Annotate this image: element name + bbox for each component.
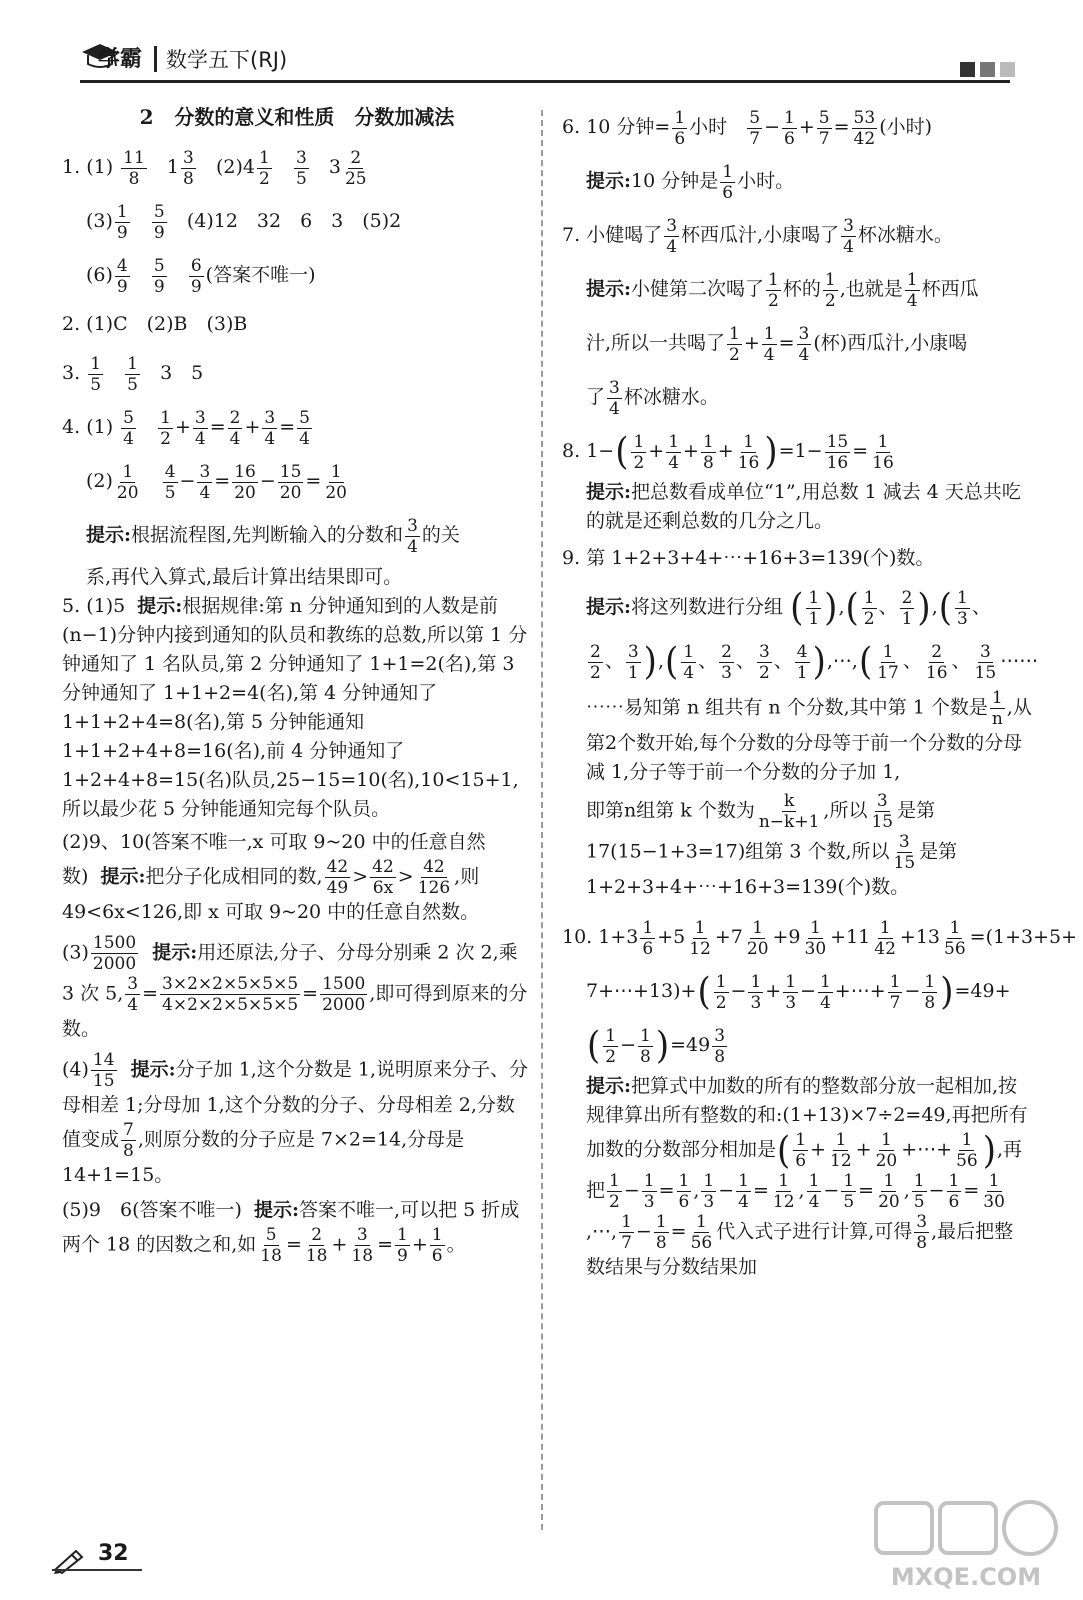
answer-q9: 9. 第 1+2+3+4+⋯+16+3=139(个)数。 提示:将这列数进行分组 ( $\frac{1}{1}$ ),( $\frac{1}{2}$ 、 $\frac{2}{1}$ ),( $\frac{1}{3}$ 、 $\frac{2}{2}$ 、 $\frac{3}{1}$ ),( $\frac{1}{4}$ 、 $\frac{2}{3}$ 、 $\frac{3}{2}$ 、 $\frac{4}{1}$ ),⋯,( $\frac{1}{17}$ 、 $\frac{2}{16}$ 、 $\frac{3}{15}$ ⋯⋯ ⋯⋯易知第 n 组共有 n 个分数,其中第 1 个数是 $\frac{1}{n}$ ,从第2个数开始,每个分数的分母等于前一个分数的分母减 1,分子等于前一个分数的分子加 1, 即第n组第 k 个数为 $\frac{k}{n-k+1}$ ,所以 $\frac{3}{15}$ 是第 17(15−1+3=17)组第 3 个数,所以 $\frac{3}{15}$ 是第 1+2+3+4+⋯+16+3=139(个)数。 — [562, 547, 1039, 898]
brand-name: 学霸 — [98, 47, 143, 72]
page-header — [0, 0, 1083, 100]
page-number: 32 — [98, 1541, 129, 1566]
svg-text:MXQE.COM: MXQE.COM — [890, 1563, 1042, 1591]
header-decoration — [960, 62, 1015, 77]
header-rule — [80, 80, 1010, 83]
book-title: 数学五下(RJ) — [166, 48, 288, 72]
left-column — [62, 100, 532, 1266]
answer-q8: 8. 1−( $\frac{1}{2}$ + $\frac{1}{4}$ + $\frac{1}{8}$ + $\frac{1}{16}$ )=1− $\frac{15}{16}$ = $\frac{1}{16}$ 提示:把总数看成单位“1”,用总数 1 减去 4 天总共吃的就是还剩总数的几分之几。 — [562, 430, 1021, 532]
answer-q5: 5. (1)5 提示:根据规律:第 n 分钟通知到的人数是前(n−1)分钟内接到通知的队员和教练的总数,所以第 1 分钟通知了 1 名队员,第 2 分钟通知了 1+1=2(名),第 3 分钟通知了 1+1+2=4(名),第 4 分钟通知了 1+1+2+4=8(名),第 5 分钟能通知 1+1+2+4+8=16(名),前 4 分钟通知了 1+2+4+8=15(名)队员,25−15=10(名),10<15+1,所以最少花 5 分钟能通知完每个队员。 (2)9、10(答案不唯一,x 可取 9~20 中的任意自然数) 提示:把分子化成相同的数, $\frac{42}{49}$ > $\frac{42}{6x}$ > $\frac{42}{126}$ ,则 49<6x<126,即 x 可取 9~20 中的任意自然数。 (3) $\frac{1500}{2000}$ 提示:用还原法,分子、分母分别乘 2 次 2,乘 3 次 5, $\frac{3}{4}$ = $\frac{3\times 2\times 2\times 5\times 5\times 5}{4\times 2\times 2\times 5\times 5\times 5}$ = $\frac{1500}{2000}$ ,即可得到原来的分数。 (4) $\frac{14}{15}$ 提示:分子加 1,这个分数是 1,说明原来分子、分母相差 1;分母加 1,这个分数的分子、分母相差 2,分数值变成 $\frac{7}{8}$ ,则原分数的分子应是 7×2=14,分母是 14+1=15。 (5)9 6(答案不唯一) 提示:答案不唯一,可以把 5 折成两个 18 的因数之和,如 $\frac{5}{18}$ = $\frac{2}{18}$ + $\frac{3}{18}$ = $\frac{1}{9}$ + $\frac{1}{6}$ 。 — [62, 595, 529, 1266]
right-column — [562, 100, 1078, 1282]
footer-rule — [52, 1569, 142, 1571]
answer-q2: 2. (1)C (2)B (3)B — [62, 313, 248, 335]
answer-q6: 6. 10 分钟= $\frac{1}{6}$ 小时 $\frac{5}{7}$ − $\frac{1}{6}$ + $\frac{5}{7}$ = $\frac{53}{42}$ (小时) 提示:10 分钟是 $\frac{1}{6}$ 小时。 — [562, 107, 933, 203]
answer-q4: 4. (1) $\frac{5}{4}$ $\frac{1}{2}$ + $\frac{3}{4}$ = $\frac{2}{4}$ + $\frac{3}{4}$ = $\frac{5}{4}$ (2) $\frac{1}{20}$ $\frac{4}{5}$ − $\frac{3}{4}$ = $\frac{16}{20}$ − $\frac{15}{20}$ = $\frac{1}{20}$ 提示:根据流程图,先判断输入的分数和 $\frac{3}{4}$ 的关 系,再代入算式,最后计算出结果即可。 — [62, 407, 460, 588]
answer-q10: 10. 1+3 $\frac{1}{6}$ +5 $\frac{1}{12}$ +7 $\frac{1}{20}$ +9 $\frac{1}{30}$ +11 $\frac{1}{42}$ +13 $\frac{1}{56}$ =(1+3+5+ 7+⋯+13)+( $\frac{1}{2}$ − $\frac{1}{3}$ + $\frac{1}{3}$ − $\frac{1}{4}$ +⋯+ $\frac{1}{7}$ − $\frac{1}{8}$ )=49+ ( $\frac{1}{2}$ − $\frac{1}{8}$ )=49 $\frac{3}{8}$ 提示:把算式中加数的所有的整数部分放一起相加,按规律算出所有整数的和:(1+13)×7÷2=49,再把所有加数的分数部分相加是( $\frac{1}{6}$ + $\frac{1}{12}$ + $\frac{1}{20}$ +⋯+ $\frac{1}{56}$ ),再把 $\frac{1}{2}$ − $\frac{1}{3}$ = $\frac{1}{6}$ , $\frac{1}{3}$ − $\frac{1}{4}$ = $\frac{1}{12}$ , $\frac{1}{4}$ − $\frac{1}{5}$ = $\frac{1}{20}$ , $\frac{1}{5}$ − $\frac{1}{6}$ = $\frac{1}{30}$ ,⋯, $\frac{1}{7}$ − $\frac{1}{8}$ = $\frac{1}{56}$ 代入式子进行计算,可得 $\frac{3}{8}$ ,最后把整数结果与分数结果加 — [562, 917, 1078, 1278]
answer-q7: 7. 小健喝了 $\frac{3}{4}$ 杯西瓜汁,小康喝了 $\frac{3}{4}$ 杯冰糖水。 提示:小健第二次喝了 $\frac{1}{2}$ 杯的 $\frac{1}{2}$ ,也就是 $\frac{1}{4}$ 杯西瓜 汁,所以一共喝了 $\frac{1}{2}$ + $\frac{1}{4}$ = $\frac{3}{4}$ (杯)西瓜汁,小康喝 了 $\frac{3}{4}$ 杯冰糖水。 — [562, 215, 979, 419]
column-divider — [541, 110, 543, 1530]
header-separator — [154, 46, 157, 72]
section-title: 2 分数的意义和性质 分数加减法 — [139, 105, 455, 129]
watermark-logo — [866, 1495, 1066, 1595]
header-block — [960, 62, 975, 77]
header-block — [1000, 62, 1015, 77]
answer-q1: 1. (1) $\frac{11}{8}$ 1 $\frac{3}{8}$ (2)4 $\frac{1}{2}$ $\frac{3}{5}$ 3 $\frac{2}{25}$ (3) $\frac{1}{9}$ $\frac{5}{9}$ (4)12 32 6 3 (5)2 (6) $\frac{4}{9}$ $\frac{5}{9}$ $\frac{6}{9}$ (答案不唯一) — [62, 147, 402, 297]
answer-q3: 3. $\frac{1}{5}$ $\frac{1}{5}$ 3 5 — [62, 353, 204, 395]
header-block — [980, 62, 995, 77]
